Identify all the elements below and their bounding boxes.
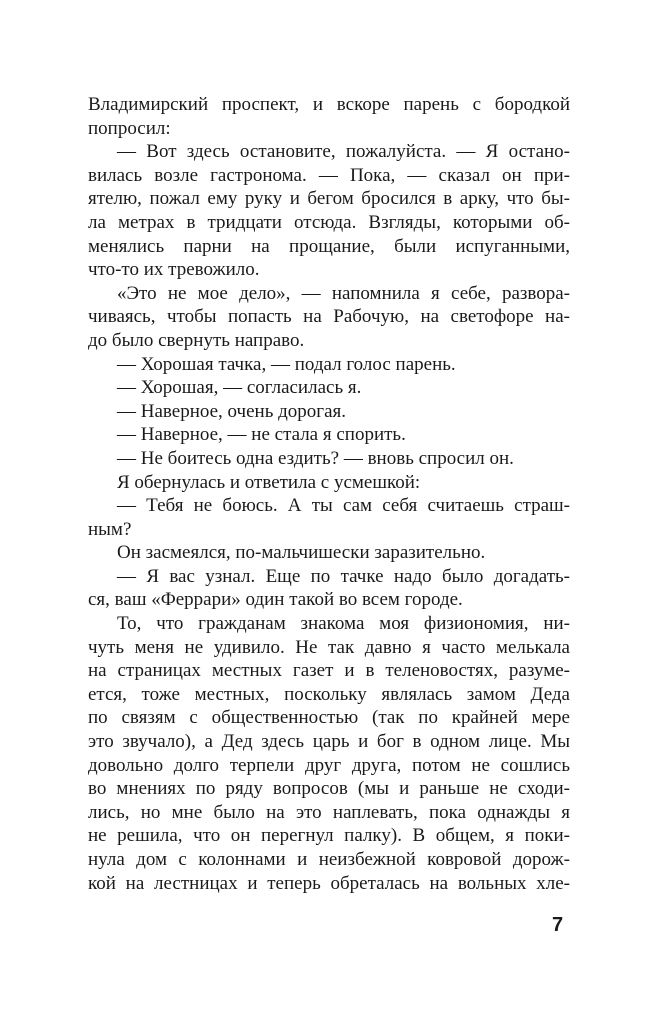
text-line: Он засмеялся, по-мальчишески заразительно. [117, 542, 486, 564]
text-line: нула дом с колоннами и неизбежной ковровой дорож- [88, 849, 570, 870]
text-line: во мнениях по ряду вопросов (мы и раньше не сходи- [88, 778, 570, 800]
text-line: Я обернулась и ответила с усмешкой: [117, 471, 421, 493]
text-line: ным? [88, 518, 132, 540]
text-line: ся, ваш «Феррари» один такой во всем городе. [88, 589, 463, 611]
text-line: ятелю, пожал ему руку и бегом бросился в арку, что бы- [88, 188, 570, 210]
text-line: менялись парни на прощание, были испуганными, [88, 235, 570, 257]
text-line: То, что гражданам знакома моя физиономия, ни- [117, 613, 570, 635]
text-line: не решила, что он перегнул палку). В общем, я поки- [88, 825, 570, 847]
body-text [88, 93, 570, 895]
text-line: на страницах местных газет и в теленовостях, разуме- [88, 660, 570, 682]
text-line: по связям с общественностью (так по крайней мере [88, 707, 570, 729]
text-line: — Я вас узнал. Еще по тачке надо было догадать- [117, 565, 570, 587]
text-line: вилась возле гастронома. — Пока, — сказал он при- [88, 164, 570, 186]
page-number: 7 [552, 914, 564, 936]
text-line: — Хорошая тачка, — подал голос парень. [117, 353, 456, 375]
text-line: кой на лестницах и теперь обреталась на вольных хле- [88, 872, 570, 894]
text-line: — Наверное, — не стала я спорить. [117, 424, 406, 446]
text-line: чуть меня не удивило. Не так давно я часто мелькала [88, 636, 570, 658]
text-line: — Не боитесь одна ездить? — вновь спросил он. [117, 447, 514, 469]
text-line: попросил: [88, 117, 171, 139]
text-line: чиваясь, чтобы попасть на Рабочую, на светофоре на- [88, 306, 570, 328]
text-line: ется, тоже местных, поскольку являлась замом Деда [88, 683, 570, 705]
text-line: — Вот здесь остановите, пожалуйста. — Я остано- [117, 141, 570, 163]
text-line: довольно долго терпели друг друга, потом не сошлись [88, 754, 570, 776]
text-line: — Хорошая, — согласилась я. [117, 377, 362, 399]
text-line: что-то их тревожило. [88, 259, 260, 281]
text-line: до было свернуть направо. [88, 329, 305, 351]
text-line: это звучало), а Дед здесь царь и бог в одном лице. Мы [88, 731, 570, 753]
text-line: лись, но мне было на это наплевать, пока однажды я [88, 801, 570, 823]
text-line: Владимирский проспект, и вскоре парень с бородкой [88, 94, 570, 115]
text-line: — Тебя не боюсь. А ты сам себя считаешь страш- [117, 495, 570, 517]
text-line: «Это не мое дело», — напомнила я себе, развора- [117, 282, 570, 304]
text-line: ла метрах в тридцати отсюда. Взгляды, которыми об- [88, 211, 570, 233]
text-line: — Наверное, очень дорогая. [117, 400, 346, 422]
